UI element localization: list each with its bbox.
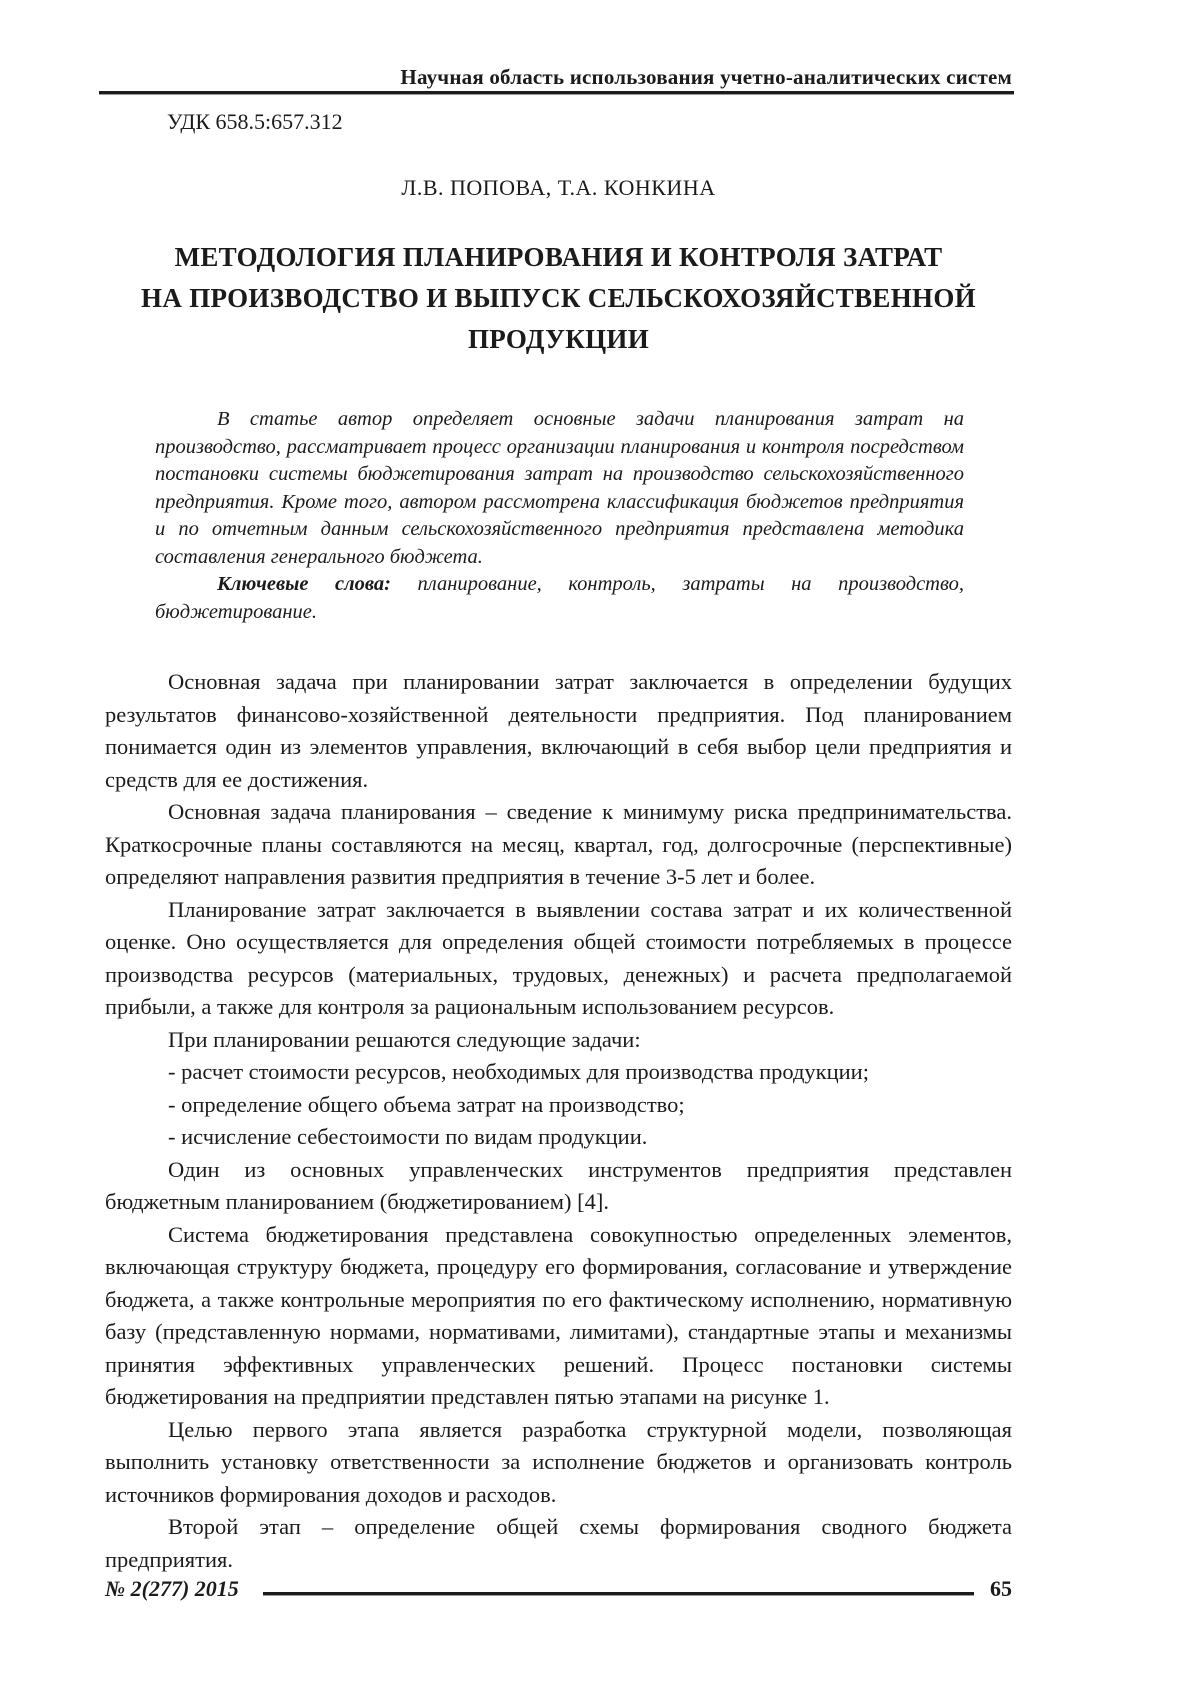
page-number: 65: [990, 1576, 1012, 1601]
body-paragraph: Второй этап – определение общей схемы формирования сводного бюджета предприятия.: [105, 1514, 1012, 1572]
body-paragraph: Один из основных управленческих инструментов предприятия представлен бюджетным планированием (бюджетированием) [4].: [105, 1156, 1012, 1214]
udc-code: УДК 658.5:657.312: [167, 109, 343, 134]
article-title-line-3: ПРОДУКЦИИ: [468, 324, 649, 354]
body-paragraph: Планирование затрат заключается в выявлении состава затрат и их количественной оценке. Оно осуществляется для определения общей стоимости потребляемых в процессе производства ресурсов (материальных, трудовых, денежных) и расчета предполагаемой прибыли, а также для контроля за рациональным использованием ресурсов.: [105, 896, 1012, 1019]
page-content: [105, 0, 1012, 1576]
keywords-line: [155, 571, 964, 626]
article-body: [105, 666, 1012, 1576]
body-paragraph: Основная задача планирования – сведение к минимуму риска предпринимательства. Краткосрочные планы составляются на месяц, квартал, год, долгосрочные (перспективные) определяют направления развития предприятия в течение 3-5 лет и более.: [105, 799, 1012, 889]
article-title-line-1: МЕТОДОЛОГИЯ ПЛАНИРОВАНИЯ И КОНТРОЛЯ ЗАТРАТ: [174, 242, 943, 272]
body-paragraph: При планировании решаются следующие задачи:: [168, 1026, 641, 1052]
header-rule: [99, 91, 1014, 95]
body-paragraph: Основная задача при планировании затрат заключается в определении будущих результатов финансово-хозяйственной деятельности предприятия. Под планированием понимается один из элементов управления, включающий в себя выбор цели предприятия и средств для ее достижения.: [105, 669, 1012, 792]
list-item: - расчет стоимости ресурсов, необходимых для производства продукции;: [168, 1059, 869, 1084]
keywords-label: Ключевые слова:: [217, 573, 391, 595]
abstract-text: В статье автор определяет основные задачи планирования затрат на производство, рассматривает процесс организации планирования и контроля посредством постановки системы бюджетирования затрат на производство сельскохозяйственного предприятия. Кроме того, автором рассмотрена классификация бюджетов предприятия и по отчетным данным сельскохозяйственного предприятия представлена методика составления генерального бюджета.: [155, 408, 964, 568]
abstract-block: [155, 406, 964, 626]
body-paragraph: Целью первого этапа является разработка структурной модели, позволяющая выполнить установку ответственности за исполнение бюджетов и организовать контроль источников формирования доходов и расходов.: [105, 1416, 1012, 1507]
article-title-line-2: НА ПРОИЗВОДСТВО И ВЫПУСК СЕЛЬСКОХОЗЯЙСТВЕННОЙ: [141, 283, 976, 313]
authors-line: Л.В. ПОПОВА, Т.А. КОНКИНА: [401, 175, 716, 200]
journal-issue: № 2(277) 2015: [105, 1576, 239, 1601]
article-title: [105, 237, 1012, 360]
page-footer: [105, 1576, 1012, 1602]
running-head-section-title: Научная область использования учетно-аналитических систем: [400, 65, 1012, 89]
keywords-text: планирование, контроль, затраты на производство, бюджетирование.: [155, 573, 964, 623]
list-item: - определение общего объема затрат на производство;: [168, 1091, 685, 1117]
body-paragraph: Система бюджетирования представлена совокупностью определенных элементов, включающая структуру бюджета, процедуру его формирования, согласование и утверждение бюджета, а также контрольные мероприятия по его фактическому исполнению, нормативную базу (представленную нормами, нормативами, лимитами), стандартные этапы и механизмы принятия эффективных управленческих решений. Процесс постановки системы бюджетирования на предприятии представлен пятью этапами на рисунке 1.: [105, 1221, 1012, 1409]
footer-rule: [263, 1592, 974, 1596]
list-item: - исчисление себестоимости по видам продукции.: [168, 1124, 648, 1149]
